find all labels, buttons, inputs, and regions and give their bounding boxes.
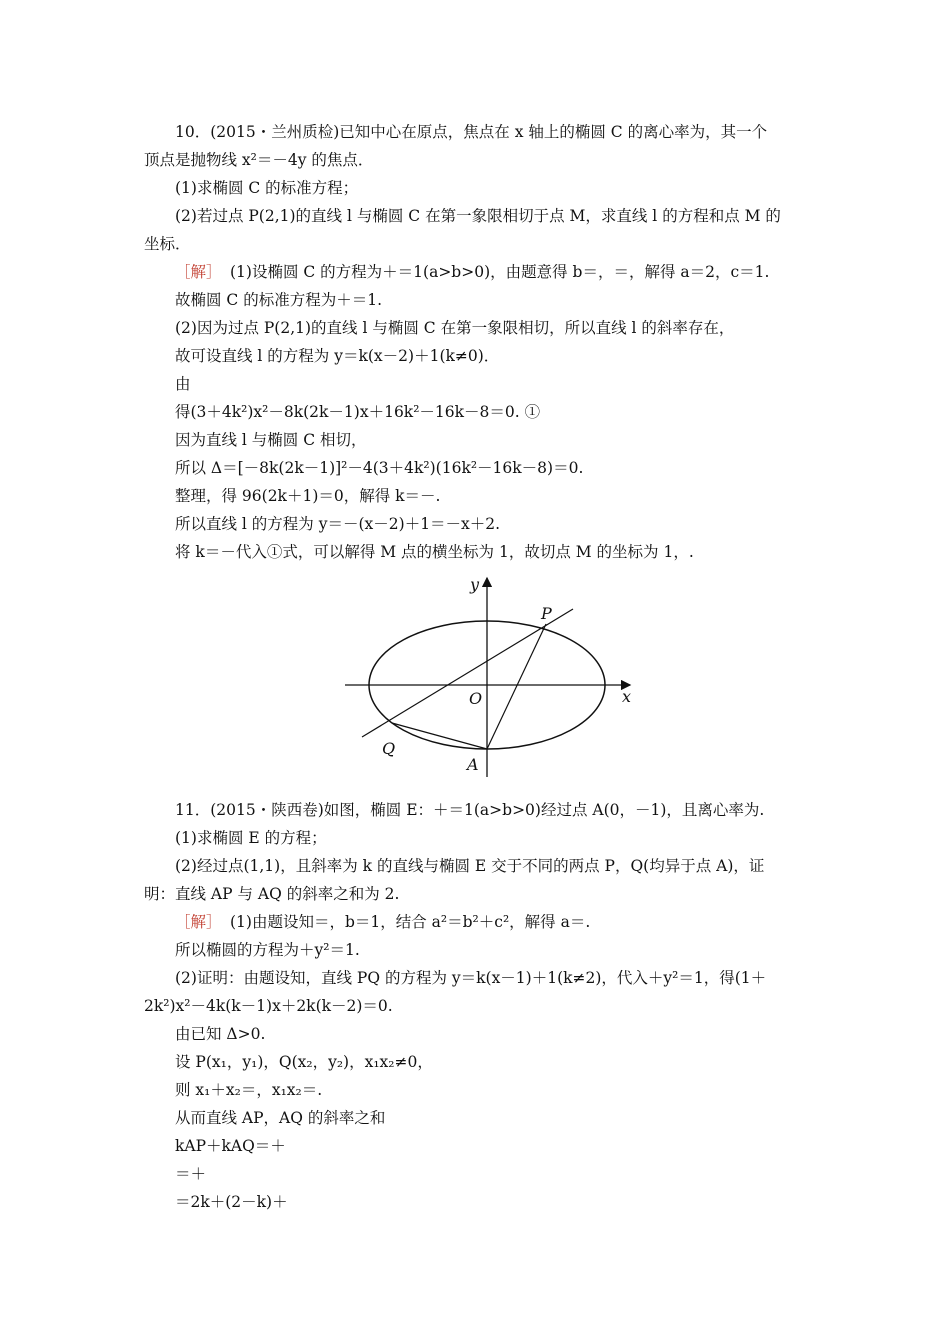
p11-solution-line1: (1)由题设知＝，b＝1，结合 a²＝b²＋c²，解得 a＝. [230,913,591,931]
ellipse-figure [340,572,640,782]
p10-solution-line9: 整理，得 96(2k＋1)＝0，解得 k＝－. [175,487,441,505]
p11-solution-line2: 所以椭圆的方程为＋y²＝1. [175,941,360,959]
p11-solution-marker: ［解］ [175,913,222,931]
p11-solution-line9: kAP＋kAQ＝＋ [175,1137,286,1155]
p11-solution-line4: 2k²)x²－4k(k－1)x＋2k(k－2)＝0. [144,997,393,1015]
p10-statement-line2: 顶点是抛物线 x²＝－4y 的焦点． [144,151,374,169]
p10-question-2-line2: 坐标． [144,235,191,253]
p10-solution-marker: ［解］ [175,263,222,281]
label-origin: O [469,689,483,708]
line-qa [392,723,487,749]
p10-solution-line7: 因为直线 l 与椭圆 C 相切， [175,431,367,449]
p11-question-2-line1: (2)经过点(1,1)，且斜率为 k 的直线与椭圆 E 交于不同的两点 P，Q(均异于点 A)，证 [175,857,765,875]
p10-solution-line5: 由 [175,375,191,393]
p10-question-1: (1)求椭圆 C 的标准方程； [175,179,359,197]
p10-solution-line4: 故可设直线 l 的方程为 y＝k(x－2)＋1(k≠0)． [175,347,500,365]
p10-solution-line8: 所以 Δ＝[－8k(2k－1)]²－4(3＋4k²)(16k²－16k－8)＝0. [175,459,584,477]
p11-statement: 11．(2015・陕西卷)如图，椭圆 E：＋＝1(a>b>0)经过点 A(0，－1)，且离心率为. [175,801,765,819]
p10-solution-line3: (2)因为过点 P(2,1)的直线 l 与椭圆 C 在第一象限相切，所以直线 l 的斜率存在， [175,319,735,337]
p11-solution-line10: ＝＋ [175,1165,207,1183]
label-point-q: Q [382,739,396,758]
p10-question-2-line1: (2)若过点 P(2,1)的直线 l 与椭圆 C 在第一象限相切于点 M，求直线 l 的方程和点 M 的 [175,207,781,225]
p10-solution-line1: (1)设椭圆 C 的方程为＋＝1(a>b>0)，由题意得 b＝，＝，解得 a＝2，c＝1. [230,263,770,281]
label-point-p: P [541,604,552,623]
p11-solution-line11: ＝2k＋(2－k)＋ [175,1193,288,1211]
p11-solution-line8: 从而直线 AP，AQ 的斜率之和 [175,1109,386,1127]
p10-solution-line6: 得(3＋4k²)x²－8k(2k－1)x＋16k²－16k－8＝0. ① [175,403,541,421]
p11-question-2-line2: 明：直线 AP 与 AQ 的斜率之和为 2. [144,885,400,903]
p10-statement-line1: 10．(2015・兰州质检)已知中心在原点，焦点在 x 轴上的椭圆 C 的离心率为，其一个 [175,123,768,141]
p10-solution-line2: 故椭圆 C 的标准方程为＋＝1. [175,291,383,309]
p11-solution-line5: 由已知 Δ>0. [175,1025,266,1043]
p10-solution-line10: 所以直线 l 的方程为 y＝－(x－2)＋1＝－x＋2. [175,515,501,533]
p11-solution-line7: 则 x₁＋x₂＝，x₁x₂＝. [175,1081,323,1099]
label-point-a: A [467,755,479,774]
label-y: y [470,575,480,594]
line-pq [362,609,573,737]
p11-question-1: (1)求椭圆 E 的方程； [175,829,327,847]
p11-solution-line6: 设 P(x₁，y₁)，Q(x₂，y₂)，x₁x₂≠0， [175,1053,433,1071]
label-x: x [622,687,632,706]
p10-solution-line11: 将 k＝－代入①式，可以解得 M 点的横坐标为 1，故切点 M 的坐标为 1，. [175,543,694,561]
p11-solution-line3: (2)证明：由题设知，直线 PQ 的方程为 y＝k(x－1)＋1(k≠2)，代入＋y²＝1，得(1＋ [175,969,767,987]
